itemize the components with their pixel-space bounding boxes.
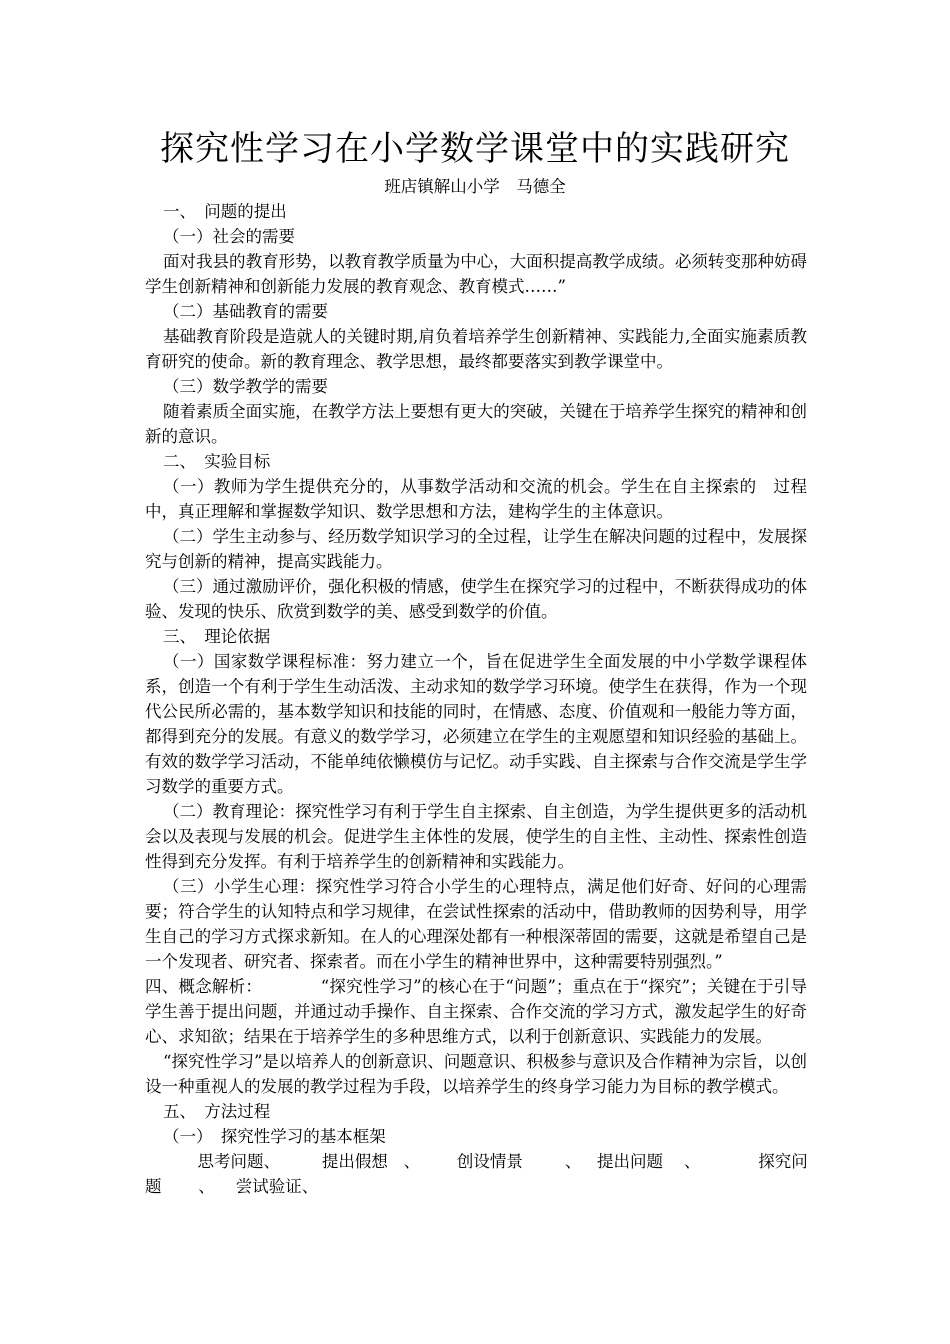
paragraph: 基础教育阶段是造就人的关键时期,肩负着培养学生创新精神、实践能力,全面实施素质教育研究的使命。新的教育理念、教学思想，最终都要落实到教学课堂中。 [145,327,807,371]
paragraph: （一）教师为学生提供充分的，从事数学活动和交流的机会。学生在自主探索的 过程中，真正理解和掌握数学知识、数学思想和方法，建构学生的主体意识。 [145,477,807,521]
paragraph: （三）小学生心理：探究性学习符合小学生的心理特点，满足他们好奇、好问的心理需要；符合学生的认知特点和学习规律，在尝试性探索的活动中，借助教师的因势利导，用学生自己的学习方式探求新知。在人的心理深处都有一种根深蒂固的需要，这就是希望自己是一个发现者、研究者、探索者。而在小学生的精神世界中，这种需要特别强烈。” [145,877,807,971]
section-heading: 三、 理论依据 [163,627,271,646]
section-heading: 五、 方法过程 [163,1102,271,1121]
framework-steps: 思考问题、 提出假想 、 创设情景 、 提出问题 、 探究问 题 、 尝试验证、 [145,1152,808,1196]
paragraph: （一）国家数学课程标准：努力建立一个，旨在促进学生全面发展的中小学数学课程体系，创造一个有利于学生生动活泼、主动求知的数学学习环境。使学生在获得，作为一个现代公民所必需的，基本数学知识和技能的同时，在情感、态度、价值观和一般能力等方面，都得到充分的发展。有意义的数学学习，必须建立在学生的主观愿望和知识经验的基础上。有效的数学学习活动，不能单纯依懒模仿与记忆。动手实践、自主探索与合作交流是学生学习数学的重要方式。 [145,652,807,796]
document-body [145,199,807,1199]
subsection-heading: （二）基础教育的需要 [163,302,328,321]
subsection-heading: （一） 探究性学习的基本框架 [163,1127,386,1146]
document-author: 班店镇解山小学 马德全 [384,177,566,196]
paragraph: 随着素质全面实施，在教学方法上要想有更大的突破，关键在于培养学生探究的精神和创新的意识。 [145,402,807,446]
subsection-heading: （三）数学教学的需要 [163,377,328,396]
paragraph: （二）学生主动参与、经历数学知识学习的全过程，让学生在解决问题的过程中，发展探究与创新的精神，提高实践能力。 [145,527,807,571]
paragraph: “探究性学习”是以培养人的创新意识、问题意识、积极参与意识及合作精神为宗旨，以创设一种重视人的发展的教学过程为手段，以培养学生的终身学习能力为目标的教学模式。 [145,1052,807,1096]
paragraph: （三）通过激励评价，强化积极的情感，使学生在探究学习的过程中，不断获得成功的体验、发现的快乐、欣赏到数学的美、感受到数学的价值。 [145,577,807,621]
document-title: 探究性学习在小学数学课堂中的实践研究 [160,129,790,169]
section-heading: 一、 问题的提出 [163,202,287,221]
paragraph: 面对我县的教育形势，以教育教学质量为中心，大面积提高教学成绩。必须转变那种妨碍学生创新精神和创新能力发展的教育观念、教育模式……” [145,252,807,296]
subsection-heading: （一）社会的需要 [163,227,295,246]
section-heading: 二、 实验目标 [163,452,271,471]
paragraph: （二）教育理论：探究性学习有利于学生自主探索、自主创造，为学生提供更多的活动机会以及表现与发展的机会。促进学生主体性的发展，使学生的自主性、主动性、探索性创造性得到充分发挥。有利于培养学生的创新精神和实践能力。 [145,802,807,871]
paragraph: 四、概念解析： “探究性学习”的核心在于“问题”；重点在于“探究”；关键在于引导学生善于提出问题，并通过动手操作、自主探索、合作交流的学习方式，激发起学生的好奇心、求知欲；结果在于培养学生的多种思维方式，以利于创新意识、实践能力的发展。 [145,977,807,1046]
